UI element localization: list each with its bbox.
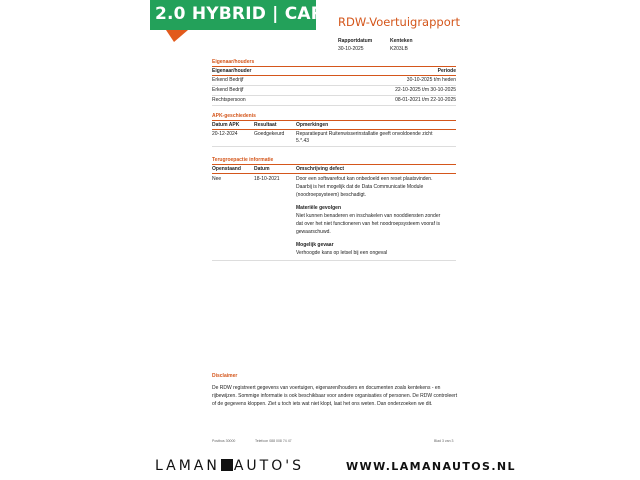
recall-col-open: Openstaand — [212, 166, 241, 172]
owners-title: Eigenaar/houders — [212, 59, 255, 65]
apk-title: APK-geschiedenis — [212, 113, 256, 119]
dealer-logo — [155, 458, 304, 474]
document-title: RDW-Voertuigrapport — [338, 15, 460, 29]
table-row — [212, 76, 456, 86]
plate-block — [390, 37, 413, 53]
recall-row — [212, 174, 456, 261]
table-row — [212, 96, 456, 106]
recall-open: Nee — [212, 176, 222, 182]
logo-right: AUTO'S — [233, 458, 304, 474]
owner-type: Erkend Bedrijf — [212, 87, 244, 93]
owners-section — [212, 59, 456, 106]
apk-col-remarks: Opmerkingen — [296, 122, 329, 128]
plate-label: Kenteken — [390, 38, 413, 44]
owners-col-owner: Eigenaar/houder — [212, 68, 252, 74]
recall-defect: Door een softwarefout kan onbedoeld een reset plaatsvinden. Daarbij is het mogelijk dat de Data Communicatie Module (noodroepsysteem) beschadigt. — [296, 176, 433, 198]
footer-page: Blad 3 van 3 — [434, 439, 454, 443]
recall-col-defect: Omschrijving defect — [296, 166, 345, 172]
report-date-value: 30-10-2025 — [338, 46, 364, 52]
apk-date: 20-12-2024 — [212, 131, 238, 137]
recall-title: Terugroepactie informatie — [212, 157, 274, 163]
owners-header — [212, 67, 456, 76]
footer-postbus: Postbus 30000 — [212, 439, 236, 443]
recall-danger-title: Mogelijk gevaar — [296, 242, 334, 248]
owner-period: 30-10-2025 t/m heden — [406, 77, 456, 83]
disclaimer — [212, 372, 458, 408]
apk-section — [212, 113, 456, 147]
dealer-website[interactable]: WWW.LAMANAUTOS.NL — [346, 460, 516, 473]
recall-section — [212, 157, 456, 261]
table-row — [212, 130, 456, 147]
owner-period: 22-10-2025 t/m 30-10-2025 — [395, 87, 456, 93]
recall-header — [212, 165, 456, 174]
logo-left: LAMAN — [155, 458, 220, 474]
apk-header — [212, 121, 456, 130]
recall-material-text: Niet kunnen benaderen en inschakelen van nooddiensten zonder dat over het niet functioneren van het noodroepsysteem vooraf is gewaarschuwd. — [296, 213, 441, 235]
apk-result: Goedgekeurd — [254, 131, 285, 137]
banner-text: 2.0 HYBRID | CARPLAY — [155, 4, 372, 24]
disclaimer-title: Disclaimer — [212, 373, 238, 379]
recall-date: 18-10-2021 — [254, 176, 280, 182]
footer-phone: Telefoon 088 008 74 47 — [255, 439, 292, 443]
plate-value: K203LB — [390, 46, 408, 52]
owner-period: 08-01-2021 t/m 22-10-2025 — [395, 97, 456, 103]
logo-square-icon — [221, 459, 233, 471]
recall-material-title: Materiële gevolgen — [296, 205, 342, 211]
recall-details — [296, 175, 456, 257]
table-row — [212, 86, 456, 96]
disclaimer-text: De RDW registreert gegevens van voertuigen, eigenaren/houders en documenten zoals kentekens - en rijbewijzen. Sommige informatie is ook beschikbaar voor andere organisaties of personen. De RDW controleert of de gegevens kloppen. Ziet u toch iets wat niet klopt, laat het ons weten. Dan onderzoeken we dit. — [212, 385, 458, 407]
banner-stripe — [166, 30, 188, 42]
apk-col-result: Resultaat — [254, 122, 277, 128]
recall-col-date: Datum — [254, 166, 270, 172]
owner-type: Rechtspersoon — [212, 97, 246, 103]
recall-danger-text: Verhoogde kans op letsel bij een ongeval — [296, 250, 388, 256]
report-date-label: Rapportdatum — [338, 38, 373, 44]
apk-remarks: Reparatiepunt Ruitenwisserinstallatie geeft onvoldoende zicht 5.*.43 — [296, 131, 433, 144]
apk-col-date: Datum APK — [212, 122, 240, 128]
owners-col-period: Periode — [437, 68, 456, 74]
owner-type: Erkend Bedrijf — [212, 77, 244, 83]
report-date-block — [338, 37, 372, 53]
